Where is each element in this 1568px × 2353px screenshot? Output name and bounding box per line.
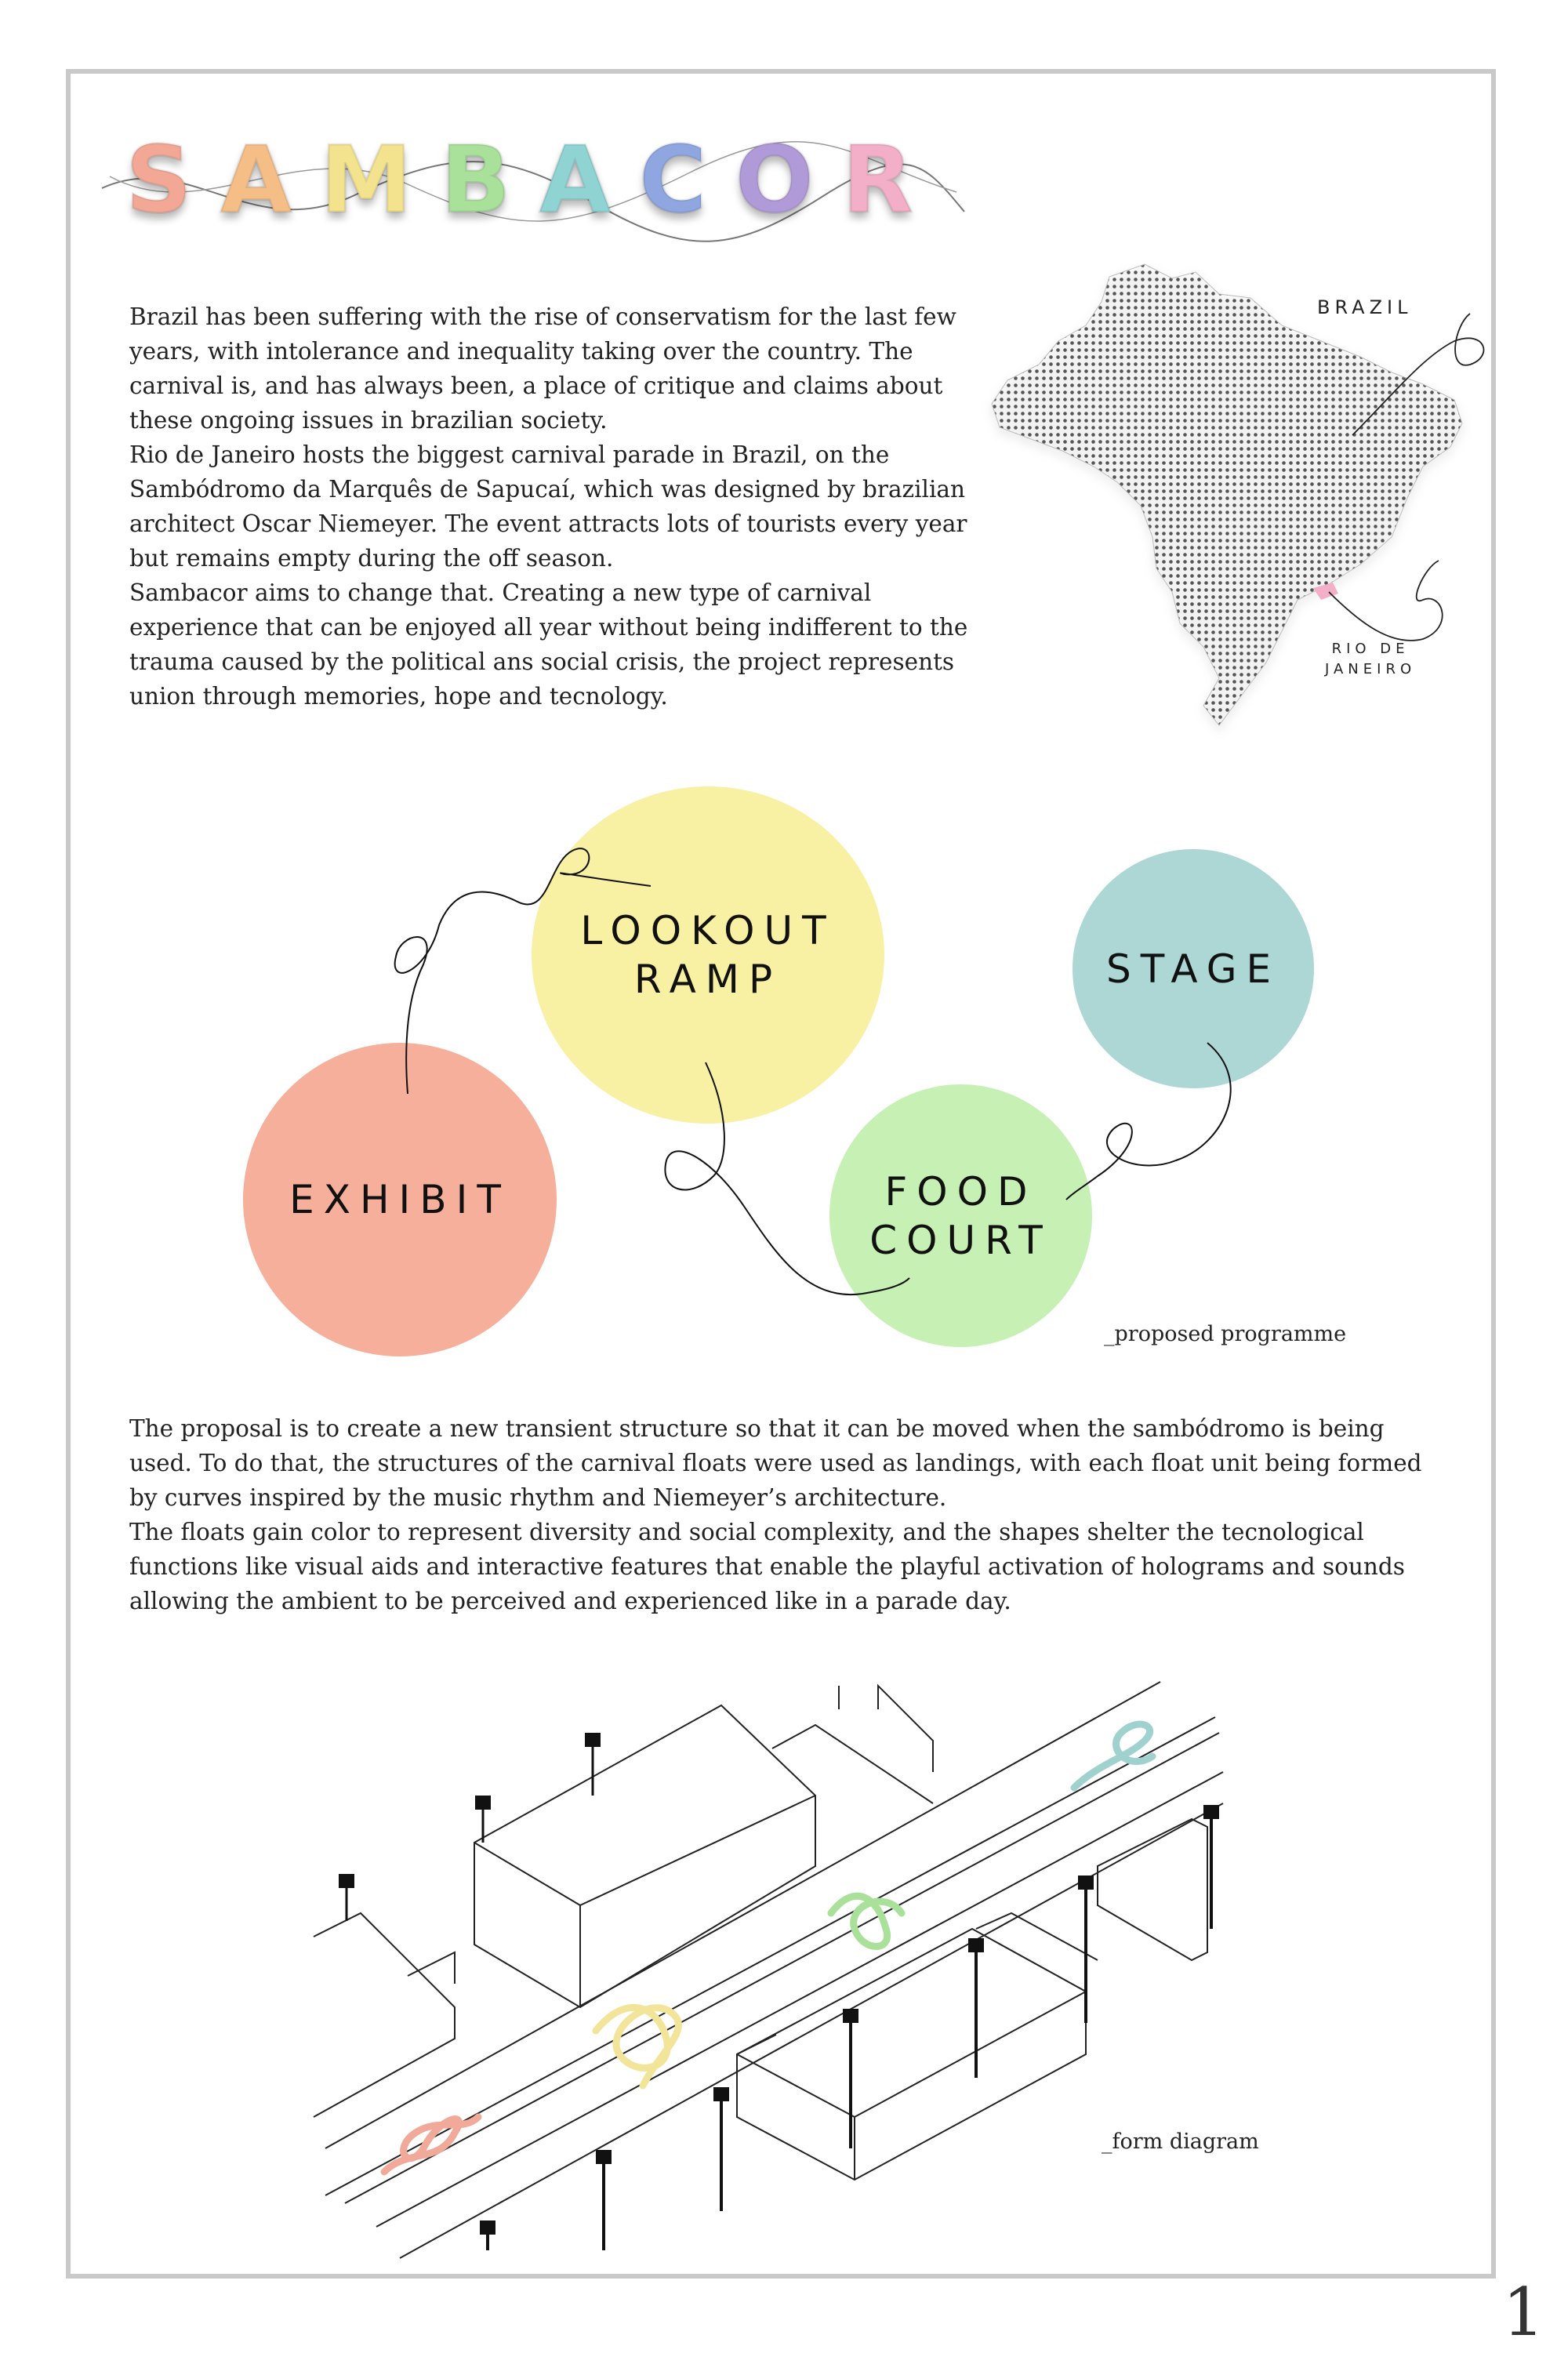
caption-proposed-programme: _proposed programme <box>1104 1322 1347 1346</box>
title-letter: C <box>639 125 707 234</box>
proposal-paragraph: The floats gain color to represent diversity and social complexity, and the shapes shelter the tecnological functions like visual aids and interactive features that enable the playful activation of holograms and sounds allowing the ambient to be perceived and experienced like in a parade day. <box>129 1519 1405 1614</box>
bubble-stage: STAGE <box>1073 849 1314 1088</box>
bubble-lookout-ramp: LOOKOUT RAMP <box>532 786 884 1124</box>
title-letter: R <box>841 125 913 234</box>
bubble-exhibit: EXHIBIT <box>243 1043 557 1356</box>
intro-paragraph: Rio de Janeiro hosts the biggest carnival parade in Brazil, on the Sambódromo da Marquês de Sapucaí, which was designed by brazilian architect Oscar Niemeyer. The event attracts lots of tourists every year but remains empty during the off season. <box>129 441 967 572</box>
title-letter: M <box>320 125 412 234</box>
proposal-paragraph: The proposal is to create a new transient structure so that it can be moved when the sambódromo is being used. To do that, the structures of the carnival floats were used as landings, with each float unit being formed by curves inspired by the music rhythm and Niemeyer’s architecture. <box>129 1415 1422 1511</box>
title-letter: A <box>539 125 612 234</box>
intro-paragraph: Sambacor aims to change that. Creating a new type of carnival experience that can be enjoyed all year without being indifferent to the trauma caused by the political ans social crisis, the project represents union through memories, hope and tecnology. <box>129 579 968 710</box>
float-unit <box>1074 1724 1152 1788</box>
map-label-rio-line2: JANEIRO <box>1325 661 1417 677</box>
title-letter: B <box>440 125 511 234</box>
map-label-rio-line1: RIO DE <box>1331 641 1410 657</box>
title-letter: O <box>735 125 814 234</box>
page-number: 1 <box>1502 2274 1544 2351</box>
title-letter: S <box>125 125 192 234</box>
float-unit <box>831 1896 902 1946</box>
float-unit <box>384 2117 478 2172</box>
bubble-food-court: FOOD COURT <box>829 1084 1092 1347</box>
title-letter: A <box>220 125 292 234</box>
map-label-brazil: BRAZIL <box>1317 296 1413 318</box>
intro-paragraph: Brazil has been suffering with the rise of conservatism for the last few years, with intolerance and inequality taking over the country. The carnival is, and has always been, a place of critique and claims about these ongoing issues in brazilian society. <box>129 303 956 434</box>
caption-form-diagram: _form diagram <box>1102 2130 1259 2154</box>
